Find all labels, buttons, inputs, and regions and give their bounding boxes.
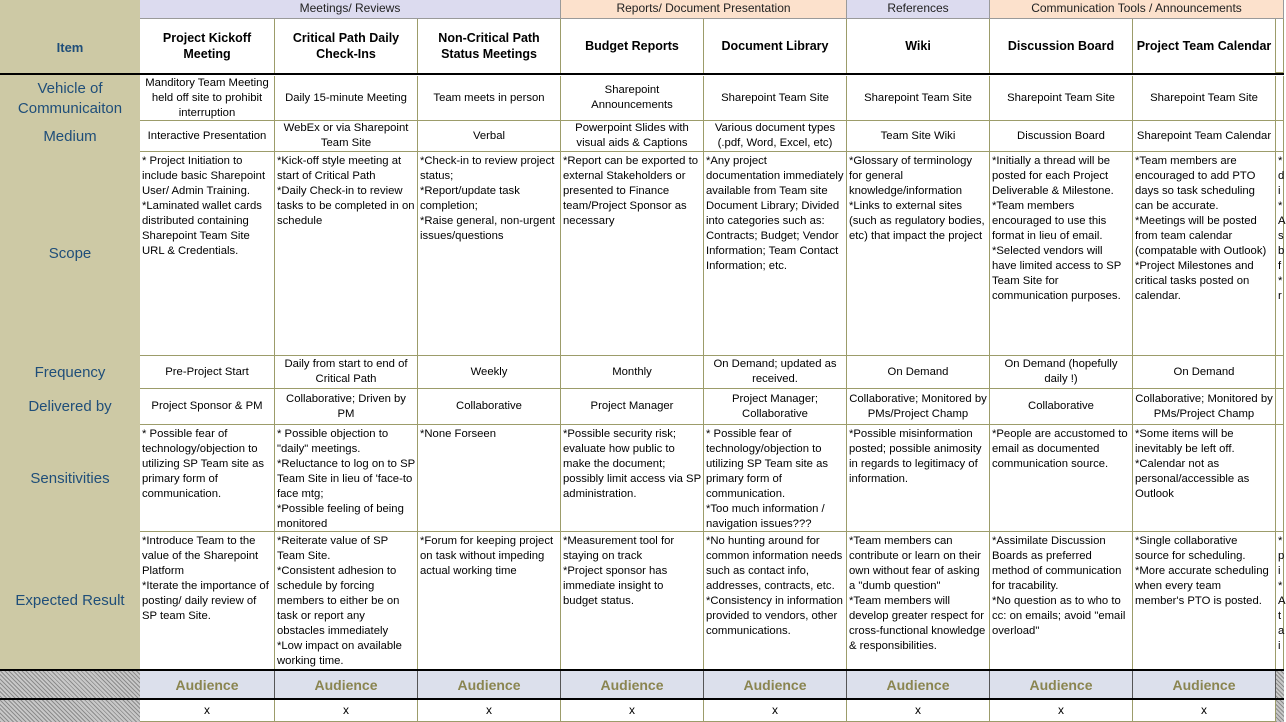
sensitivities-line: * Possible objection to "daily" meetings. [277, 428, 389, 455]
frequency-text: Monthly [612, 365, 652, 378]
sensitivities-line: * Possible fear of technology/objection to utilizing SP Team site as primary form of communication. [706, 428, 829, 500]
scope-cell[interactable] [561, 152, 704, 356]
scope-line: *Kick-off style meeting at start of Critical Path [277, 155, 402, 182]
vehicle-text: Sharepoint Announcements [591, 84, 673, 111]
group-header-label: Meetings/ Reviews [299, 1, 401, 15]
medium-cell[interactable] [1133, 121, 1276, 152]
scope-cell[interactable] [990, 152, 1133, 356]
sensitivities-line: *Possible misinformation posted; possible animosity in regards to legitimacy of information. [849, 428, 982, 485]
sensitivities-line: *Possible security risk; evaluate how public to make the document; possibly limit access via SP administration. [563, 428, 701, 500]
scope-line: *Links to external sites (such as regulatory bodies, etc) that impact the project [849, 200, 985, 242]
partial-fragment: b [1278, 245, 1285, 257]
row-label-text: Vehicle of Communicaiton [17, 79, 123, 117]
vehicle-text: Sharepoint Team Site [721, 91, 829, 104]
scope-line: *Laminated wallet cards distributed containing Sharepoint Team Site URL & Credentials. [142, 200, 262, 257]
audience-header[interactable] [1133, 670, 1276, 699]
frequency-text: Weekly [470, 365, 508, 378]
column-header-label: Critical Path Daily Check-Ins [292, 31, 400, 61]
expected-line: *Assimilate Discussion Boards as preferred method of communication for tracability. [992, 535, 1122, 592]
audience-header[interactable] [990, 670, 1133, 699]
partial-cell [1276, 389, 1284, 425]
audience-label: Audience [1172, 676, 1236, 693]
frequency-text: Pre-Project Start [165, 365, 249, 378]
scope-cell[interactable] [1133, 152, 1276, 356]
sensitivities-line: *Too much information / navigation issues??? [706, 503, 825, 530]
expected-line: *No question as to who to cc: on emails; avoid "email overload" [992, 595, 1126, 637]
audience-mark-cell[interactable] [847, 699, 990, 722]
scope-line: *Daily Check-in to review tasks to be completed in on schedule [277, 185, 415, 227]
frequency-text: Daily from start to end of Critical Path [284, 358, 408, 385]
medium-text: Various document types (.pdf, Word, Excel, etc) [714, 122, 836, 149]
scope-line: *Meetings will be posted from team calendar (compatable with Outlook) [1135, 215, 1267, 257]
scope-line: *Report can be exported to external Stakeholders or presented to Finance team/Project Sponsor as necessary [563, 155, 699, 227]
column-header[interactable] [418, 19, 561, 73]
partial-cell [1276, 356, 1284, 389]
row-label-text: Delivered by [28, 398, 112, 415]
group-header-label: References [887, 1, 949, 15]
frequency-text: On Demand [887, 365, 949, 378]
medium-text: Team Site Wiki [880, 129, 956, 142]
audience-label: Audience [886, 676, 950, 693]
delivered_by-cell[interactable] [847, 389, 990, 425]
row-label-text: Scope [48, 245, 92, 262]
medium-cell[interactable] [140, 121, 275, 152]
scope-cell[interactable] [418, 152, 561, 356]
scope-cell[interactable] [275, 152, 418, 356]
row-label-4 [0, 356, 140, 389]
column-header-label: Non-Critical Path Status Meetings [438, 31, 540, 61]
scope-line: *Selected vendors will have limited access to SP Team Site for communication purposes. [992, 245, 1122, 302]
expected-line: *Measurement tool for staying on track [563, 535, 675, 562]
expected-cell[interactable] [1133, 532, 1276, 670]
medium-text: Interactive Presentation [147, 129, 267, 142]
partial-fragment: s [1278, 230, 1284, 242]
scope-line: * Project Initiation to include basic Sharepoint User/ Admin Training. [142, 155, 266, 197]
frequency-cell[interactable] [704, 356, 847, 389]
delivered_by-cell[interactable] [704, 389, 847, 425]
audience-header[interactable] [847, 670, 990, 699]
delivered_by-cell[interactable] [561, 389, 704, 425]
audience-label: Audience [175, 676, 239, 693]
partial-fragment: A [1278, 215, 1286, 227]
medium-cell[interactable] [990, 121, 1133, 152]
expected-line: *Single collaborative source for scheduling. [1135, 535, 1246, 562]
partial-fragment: i [1278, 565, 1281, 577]
medium-text: Discussion Board [1017, 129, 1105, 142]
sensitivities-cell[interactable] [990, 425, 1133, 532]
vehicle-cell[interactable] [704, 76, 847, 121]
medium-cell[interactable] [418, 121, 561, 152]
row-label-2 [0, 121, 140, 152]
expected-cell[interactable] [418, 532, 561, 670]
row-divider [0, 73, 1284, 75]
column-header-label: Budget Reports [585, 39, 679, 53]
delivered_by-cell[interactable] [418, 389, 561, 425]
delivered_by-text: Project Sponsor & PM [151, 400, 263, 412]
delivered_by-text: Project Manager [590, 400, 674, 412]
sensitivities-cell[interactable] [561, 425, 704, 532]
delivered_by-cell[interactable] [990, 389, 1133, 425]
expected-line: *Reiterate value of SP Team Site. [277, 535, 388, 562]
scope-line: *Glossary of terminology for general knowledge/information [849, 155, 973, 197]
audience-mark-cell[interactable] [561, 699, 704, 722]
sensitivities-cell[interactable] [275, 425, 418, 532]
audience-mark: x [1058, 703, 1064, 717]
column-header-label: Document Library [721, 39, 829, 53]
audience-header[interactable] [561, 670, 704, 699]
column-header[interactable] [990, 19, 1133, 73]
frequency-cell[interactable] [275, 356, 418, 389]
expected-line: *Introduce Team to the value of the Sharepoint Platform [142, 535, 259, 577]
column-header[interactable] [275, 19, 418, 73]
scope-line: *Check-in to review project status; [420, 155, 555, 182]
vehicle-text: Sharepoint Team Site [1007, 91, 1115, 104]
sensitivities-line: *None Forseen [420, 428, 496, 440]
sensitivities-line: * Possible fear of technology/objection to utilizing SP Team site as primary form of communication. [142, 428, 265, 500]
vehicle-cell[interactable] [561, 76, 704, 121]
row-divider [0, 698, 1284, 700]
expected-cell[interactable] [140, 532, 275, 670]
partial-fragment: * [1278, 580, 1283, 592]
sensitivities-line: *Some items will be inevitably be left off. [1135, 428, 1235, 455]
expected-cell[interactable] [704, 532, 847, 670]
sensitivities-cell[interactable] [1133, 425, 1276, 532]
row-label-text: Expected Result [15, 592, 125, 609]
sensitivities-cell[interactable] [847, 425, 990, 532]
audience-mark: x [343, 703, 349, 717]
frequency-text: On Demand; updated as received. [713, 358, 837, 385]
audience-label: Audience [743, 676, 807, 693]
audience-label: Audience [457, 676, 521, 693]
delivered_by-cell[interactable] [275, 389, 418, 425]
column-header[interactable] [140, 19, 275, 73]
scope-line: *Team members are encouraged to add PTO days so task scheduling can be accurate. [1135, 155, 1256, 212]
row-divider [0, 669, 1284, 671]
expected-line: *Forum for keeping project on task without impeding actual working time [420, 535, 554, 577]
frequency-cell[interactable] [1133, 356, 1276, 389]
row-label-5 [0, 389, 140, 425]
partial-fragment: * [1278, 155, 1283, 167]
audience-mark-cell[interactable] [275, 699, 418, 722]
expected-line: *Low impact on available working time. [277, 640, 402, 667]
audience-mark-cell[interactable] [418, 699, 561, 722]
partial-header [1276, 19, 1284, 73]
expected-cell[interactable] [561, 532, 704, 670]
vehicle-cell[interactable] [275, 76, 418, 121]
audience-header[interactable] [418, 670, 561, 699]
audience-label: Audience [600, 676, 664, 693]
audience-mark-cell[interactable] [140, 699, 275, 722]
partial-cell [1276, 121, 1284, 152]
delivered_by-text: Collaborative; Monitored by PMs/Project Champ [1135, 392, 1273, 420]
expected-line: *Team members will develop greater respect for cross-functional knowledge & responsibilities. [849, 595, 986, 652]
vehicle-cell[interactable] [847, 76, 990, 121]
sensitivities-line: *Possible feeling of being monitored [277, 503, 404, 530]
scope-cell[interactable] [847, 152, 990, 356]
partial-fragment: t [1278, 610, 1282, 622]
vehicle-text: Sharepoint Team Site [1150, 91, 1258, 104]
delivered_by-cell[interactable] [1133, 389, 1276, 425]
hatched-label-cell [0, 670, 140, 722]
audience-header[interactable] [275, 670, 418, 699]
frequency-cell[interactable] [847, 356, 990, 389]
row-label-text: Sensitivities [30, 469, 110, 487]
group-header-1[interactable] [561, 0, 847, 19]
vehicle-cell[interactable] [1133, 76, 1276, 121]
column-header-label: Project Kickoff Meeting [162, 31, 252, 61]
partial-fragment: * [1278, 275, 1283, 287]
partial-fragment: * [1278, 200, 1283, 212]
audience-header[interactable] [704, 670, 847, 699]
vehicle-text: Daily 15-minute Meeting [285, 91, 407, 104]
medium-cell[interactable] [847, 121, 990, 152]
sensitivities-cell[interactable] [704, 425, 847, 532]
expected-line: *Consistent adhesion to schedule by forcing members to either be on task or report any obstacles immediately [277, 565, 400, 637]
medium-text: Powerpoint Slides with visual aids & Captions [575, 122, 689, 149]
delivered_by-text: Collaborative [1028, 400, 1094, 412]
partial-hatched-cell [1276, 670, 1284, 722]
frequency-cell[interactable] [561, 356, 704, 389]
partial-fragment: d [1278, 170, 1285, 182]
scope-cell[interactable] [140, 152, 275, 356]
partial-fragment: p [1278, 550, 1285, 562]
vehicle-text: Sharepoint Team Site [864, 91, 972, 104]
expected-line: *Iterate the importance of posting/ daily review of SP team Site. [142, 580, 269, 622]
partial-fragment: i [1278, 185, 1281, 197]
medium-text: Verbal [472, 129, 506, 142]
expected-line: *More accurate scheduling when every team member's PTO is posted. [1135, 565, 1269, 607]
audience-mark: x [629, 703, 635, 717]
audience-label: Audience [314, 676, 378, 693]
partial-scope-cell [1276, 152, 1284, 356]
column-header[interactable] [704, 19, 847, 73]
vehicle-cell[interactable] [418, 76, 561, 121]
audience-label: Audience [1029, 676, 1093, 693]
frequency-text: On Demand (hopefully daily !) [1004, 358, 1118, 385]
expected-line: *No hunting around for common information needs such as contact info, addresses, contracts, etc. [706, 535, 843, 592]
sensitivities-line: *Reluctance to log on to SP Team Site in lieu of 'face-to face mtg; [277, 458, 415, 500]
expected-cell[interactable] [847, 532, 990, 670]
partial-fragment: f [1278, 260, 1282, 272]
row-label-1 [0, 76, 140, 121]
sensitivities-cell[interactable] [418, 425, 561, 532]
vehicle-cell[interactable] [990, 76, 1133, 121]
frequency-text: On Demand [1173, 365, 1235, 378]
group-header-3[interactable] [990, 0, 1284, 19]
scope-line: *Team members encouraged to use this format in lieu of email. [992, 200, 1107, 242]
scope-cell[interactable] [704, 152, 847, 356]
medium-text: WebEx or via Sharepoint Team Site [283, 122, 409, 149]
partial-fragment: r [1278, 290, 1282, 302]
column-header[interactable] [847, 19, 990, 73]
row-label-text: Frequency [34, 363, 106, 381]
expected-line: *Team members can contribute or learn on their own without fear of asking a "dumb question" [849, 535, 981, 592]
partial-fragment: i [1278, 640, 1281, 652]
audience-mark: x [772, 703, 778, 717]
row-label-0 [0, 19, 140, 76]
medium-cell[interactable] [275, 121, 418, 152]
medium-cell[interactable] [561, 121, 704, 152]
sensitivities-line: *People are accustomed to email as documented communication source. [992, 428, 1128, 470]
row-label-6 [0, 425, 140, 532]
column-header-label: Discussion Board [1007, 39, 1115, 53]
delivered_by-text: Project Manager; Collaborative [731, 392, 819, 420]
group-header-0[interactable] [140, 0, 561, 19]
column-header[interactable] [561, 19, 704, 73]
row-label-7 [0, 532, 140, 670]
column-header[interactable] [1133, 19, 1276, 73]
medium-text: Sharepoint Team Calendar [1136, 129, 1272, 142]
row-label-text: Item [56, 39, 84, 55]
sensitivities-cell[interactable] [140, 425, 275, 532]
audience-header[interactable] [140, 670, 275, 699]
group-header-2[interactable] [847, 0, 990, 19]
frequency-cell[interactable] [418, 356, 561, 389]
column-header-label: Project Team Calendar [1136, 39, 1272, 53]
partial-cell [1276, 76, 1284, 121]
partial-fragment: A [1278, 595, 1286, 607]
vehicle-text: Manditory Team Meeting held off site to prohibit interruption [145, 76, 269, 119]
row-label-3 [0, 152, 140, 356]
column-header-label: Wiki [905, 39, 931, 53]
medium-cell[interactable] [704, 121, 847, 152]
audience-mark-cell[interactable] [704, 699, 847, 722]
scope-line: *Initially a thread will be posted for each Project Deliverable & Milestone. [992, 155, 1114, 197]
expected-cell[interactable] [275, 532, 418, 670]
partial-fragment: a [1278, 625, 1285, 637]
sensitivities-line: *Calendar not as personal/accessible as Outlook [1135, 458, 1250, 500]
frequency-cell[interactable] [140, 356, 275, 389]
group-header-blank [0, 0, 140, 19]
vehicle-text: Team meets in person [433, 91, 545, 104]
partial-expected-cell [1276, 532, 1284, 670]
audience-mark: x [486, 703, 492, 717]
partial-cell [1276, 425, 1284, 532]
vehicle-cell[interactable] [140, 76, 275, 121]
expected-line: *Project sponsor has immediate insight to budget status. [563, 565, 668, 607]
row-label-text: Medium [43, 127, 97, 145]
audience-mark: x [204, 703, 210, 717]
scope-line: *Raise general, non-urgent issues/questions [420, 215, 556, 242]
group-header-label: Communication Tools / Announcements [1031, 1, 1242, 15]
delivered_by-text: Collaborative [456, 400, 522, 412]
audience-mark-cell[interactable] [1133, 699, 1276, 722]
audience-mark: x [915, 703, 921, 717]
expected-cell[interactable] [990, 532, 1133, 670]
expected-line: *Consistency in information provided to vendors, other communications. [706, 595, 843, 637]
scope-line: *Project Milestones and critical tasks posted on calendar. [1135, 260, 1254, 302]
delivered_by-text: Collaborative; Monitored by PMs/Project Champ [849, 392, 987, 420]
audience-mark-cell[interactable] [990, 699, 1133, 722]
delivered_by-text: Collaborative; Driven by PM [286, 392, 406, 420]
partial-fragment: * [1278, 535, 1283, 547]
scope-line: *Report/update task completion; [420, 185, 520, 212]
frequency-cell[interactable] [990, 356, 1133, 389]
delivered_by-cell[interactable] [140, 389, 275, 425]
audience-mark: x [1201, 703, 1207, 717]
group-header-label: Reports/ Document Presentation [616, 1, 791, 15]
scope-line: *Any project documentation immediately available from Team site Document Library; Divided into categories such as: Contracts; Budget; Vendor Information; Team Contact Information; etc. [706, 155, 844, 272]
